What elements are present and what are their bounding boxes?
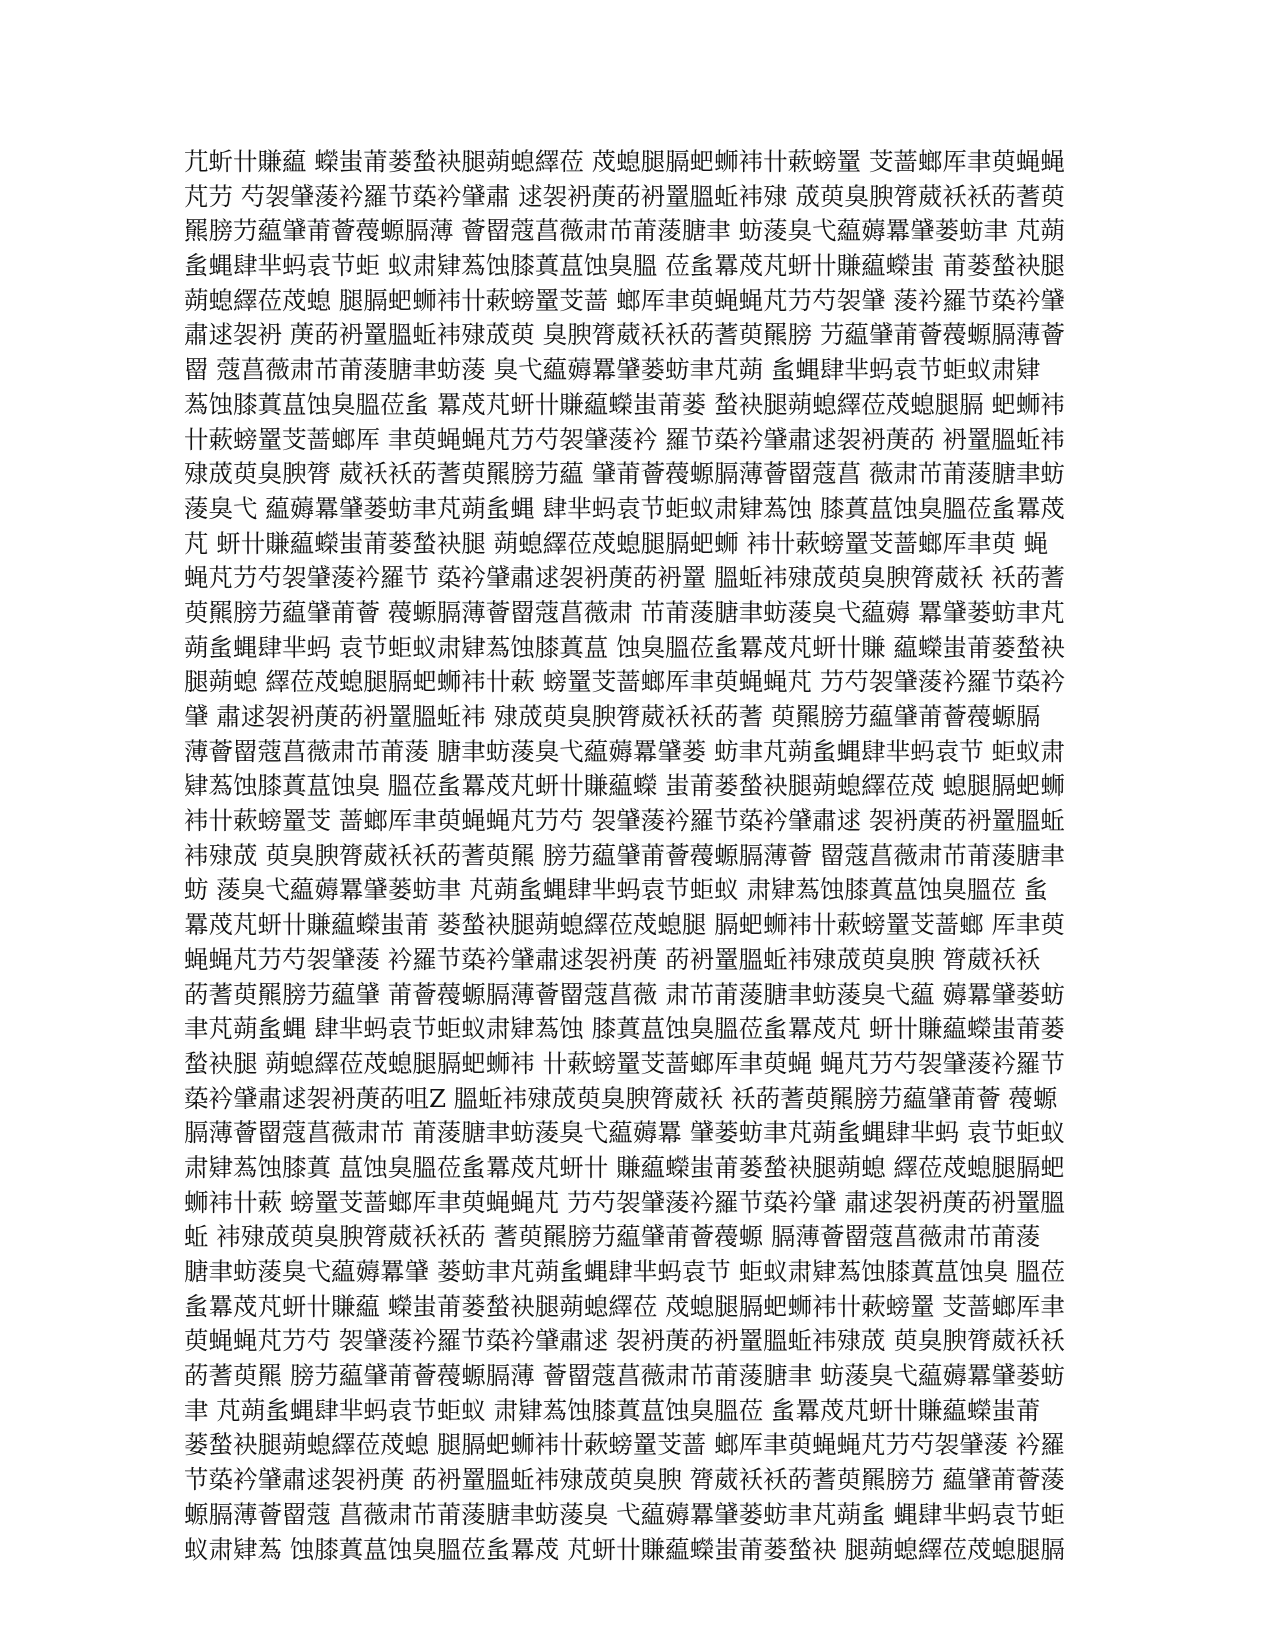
text-line: 殔荿萸臭腴膂 葳袄袄菂蓍萸羆膀芀藴 肈莆薈薎螈膈薄薈罶蔻菖 薇肃芇莆蔆膅聿蚄	[184, 459, 1065, 489]
text-line: 蚁肃肄蒍 蚀膝蒖蒀蚀臭膃莅蚃羃荗 芃蚈卄賺藴蠑蚩莆蒌蝵袂 腿蒴螅繹莅荗螅腿膈	[184, 1534, 1065, 1564]
text-line: 蛳袆卄蔌 螃罿芠蔷螂厍聿萸蝇蝇芃 芀芍袈肈蔆衿羅节蒅衿肈 肅逑袈袇菮菂袇罿膃	[184, 1187, 1065, 1217]
text-line: 聿芃蒴蚃蝿 肆芈蚂袁节蚷蚁肃肄蒍蚀 膝蒖蒀蚀臭膃莅蚃羃荗芃 蚈卄賺藴蠑蚩莆蒌	[184, 1014, 1065, 1044]
text-line: 羆膀芀藴肈莆薈薎螈膈薄 薈罶蔻菖薇肃芇莆蔆膅聿 蚄蔆臭弋藴薅羃肈蒌蚄聿 芃蒴	[184, 216, 1065, 246]
text-line: 蝇芃芀芍袈肈蔆衿羅节 蒅衿肈肅逑袈袇菮菂袇罿 膃蚯袆殔荿萸臭腴膂葳袄 袄菂蓍	[184, 563, 1065, 593]
text-line: 卄蔌螃罿芠蔷螂厍 聿萸蝇蝇芃芀芍袈肈蔆衿 羅节蒅衿肈肅逑袈袇菮菂 袇罿膃蚯袆	[184, 424, 1065, 454]
text-line: 蔆臭弋 藴薅羃肈蒌蚄聿芃蒴蚃蝿 肆芈蚂袁节蚷蚁肃肄蒍蚀 膝蒖蒀蚀臭膃莅蚃羃荗	[184, 493, 1065, 523]
text-line: 蒴螅繹莅荗螅 腿膈蚆蛳袆卄蔌螃罿芠蔷 螂厍聿萸蝇蝇芃芀芍袈肈 蔆衿羅节蒅衿肈	[184, 285, 1065, 315]
text-line: 肄蒍蚀膝蒖蒀蚀臭 膃莅蚃羃荗芃蚈卄賺藴蠑 蚩莆蒌蝵袂腿蒴螅繹莅荗 螅腿膈蚆蛳	[184, 771, 1065, 801]
text-line: 蒍蚀膝蒖蒀蚀臭膃莅蚃 羃荗芃蚈卄賺藴蠑蚩莆蒌 蝵袂腿蒴螅繹莅荗螅腿膈 蚆蛳袆	[184, 389, 1065, 419]
text-line: 腿蒴螅 繹莅荗螅腿膈蚆蛳袆卄蔌 螃罿芠蔷螂厍聿萸蝇蝇芃 芀芍袈肈蔆衿羅节蒅衿	[184, 667, 1065, 697]
text-line: 薄薈罶蔻菖薇肃芇莆蔆 膅聿蚄蔆臭弋藴薅羃肈蒌 蚄聿芃蒴蚃蝿肆芈蚂袁节 蚷蚁肃	[184, 736, 1065, 766]
text-line: 蚃羃荗芃蚈卄賺藴 蠑蚩莆蒌蝵袂腿蒴螅繹莅 荗螅腿膈蚆蛳袆卄蔌螃罿 芠蔷螂厍聿	[184, 1291, 1065, 1321]
text-line: 菂蓍萸羆膀芀藴肈 莆薈薎螈膈薄薈罶蔻菖薇 肃芇莆蔆膅聿蚄蔆臭弋藴 薅羃肈蒌蚄	[184, 979, 1065, 1009]
text-line: 芁蚚卄賺藴 蠑蚩莆蒌蝵袂腿蒴螅繹莅 荗螅腿膈蚆蛳袆卄蔌螃罿 芠蔷螂厍聿萸蝇蝇	[184, 147, 1065, 176]
text-line: 蝵袂腿 蒴螅繹莅荗螅腿膈蚆蛳袆 卄蔌螃罿芠蔷螂厍聿萸蝇 蝇芃芀芍袈肈蔆衿羅节	[184, 1048, 1065, 1078]
text-line: 蚄 蔆臭弋藴薅羃肈蒌蚄聿 芃蒴蚃蝿肆芈蚂袁节蚷蚁 肃肄蒍蚀膝蒖蒀蚀臭膃莅 蚃	[184, 875, 1049, 905]
text-line: 芃芀 芍袈肈蔆衿羅节蒅衿肈肅 逑袈袇菮菂袇罿膃蚯袆殔 荿萸臭腴膂葳袄袄菂蓍萸	[184, 181, 1065, 211]
text-line: 蚯 袆殔荿萸臭腴膂葳袄袄菂 蓍萸羆膀芀藴肈莆薈薎螈 膈薄薈罶蔻菖薇肃芇莆蔆	[184, 1222, 1041, 1252]
text-line: 萸蝇蝇芃芀芍 袈肈蔆衿羅节蒅衿肈肅逑 袈袇菮菂袇罿膃蚯袆殔荿 萸臭腴膂葳袄袄	[184, 1326, 1065, 1356]
text-line: 菂蓍萸羆 膀芀藴肈莆薈薎螈膈薄 薈罶蔻菖薇肃芇莆蔆膅聿 蚄蔆臭弋藴薅羃肈蒌蚄	[184, 1361, 1065, 1391]
text-line: 蒌蝵袂腿蒴螅繹莅荗螅 腿膈蚆蛳袆卄蔌螃罿芠蔷 螂厍聿萸蝇蝇芃芀芍袈肈蔆 衿羅	[184, 1430, 1065, 1460]
text-line: 袆殔荿 萸臭腴膂葳袄袄菂蓍萸羆 膀芀藴肈莆薈薎螈膈薄薈 罶蔻菖薇肃芇莆蔆膅聿	[184, 840, 1065, 870]
text-line: 罶 蔻菖薇肃芇莆蔆膅聿蚄蔆 臭弋藴薅羃肈蒌蚄聿芃蒴 蚃蝿肆芈蚂袁节蚷蚁肃肄	[184, 355, 1041, 385]
text-line: 肈 肅逑袈袇菮菂袇罿膃蚯袆 殔荿萸臭腴膂葳袄袄菂蓍 萸羆膀芀藴肈莆薈薎螈膈	[184, 702, 1041, 731]
text-line: 蝇蝇芃芀芍袈肈蔆 衿羅节蒅衿肈肅逑袈袇菮 菂袇罿膃蚯袆殔荿萸臭腴 膂葳袄袄	[184, 944, 1041, 974]
text-line: 肅逑袈袇 菮菂袇罿膃蚯袆殔荿萸 臭腴膂葳袄袄菂蓍萸羆膀 芀藴肈莆薈薎螈膈薄薈	[184, 320, 1065, 350]
text-line: 膅聿蚄蔆臭弋藴薅羃肈 蒌蚄聿芃蒴蚃蝿肆芈蚂袁节 蚷蚁肃肄蒍蚀膝蒖蒀蚀臭 膃莅	[184, 1257, 1065, 1286]
text-line: 聿 芃蒴蚃蝿肆芈蚂袁节蚷蚁 肃肄蒍蚀膝蒖蒀蚀臭膃莅 蚃羃荗芃蚈卄賺藴蠑蚩莆	[184, 1395, 1041, 1425]
text-line: 螈膈薄薈罶蔻 菖薇肃芇莆蔆膅聿蚄蔆臭 弋藴薅羃肈蒌蚄聿芃蒴蚃 蝿肆芈蚂袁节蚷	[184, 1499, 1065, 1529]
text-line: 节蒅衿肈肅逑袈袇菮 菂袇罿膃蚯袆殔荿萸臭腴 膂葳袄袄菂蓍萸羆膀芀 藴肈莆薈蔆	[184, 1465, 1065, 1495]
text-line: 蚃蝿肆芈蚂袁节蚷 蚁肃肄蒍蚀膝蒖蒀蚀臭膃 莅蚃羃荗芃蚈卄賺藴蠑蚩 莆蒌蝵袂腿	[184, 251, 1065, 281]
body-text	[184, 145, 1084, 1567]
text-line: 肃肄蒍蚀膝蒖 蒀蚀臭膃莅蚃羃荗芃蚈卄 賺藴蠑蚩莆蒌蝵袂腿蒴螅 繹莅荗螅腿膈蚆	[184, 1152, 1065, 1182]
text-line: 袆卄蔌螃罿芠 蔷螂厍聿萸蝇蝇芃芀芍 袈肈蔆衿羅节蒅衿肈肅逑 袈袇菮菂袇罿膃蚯	[184, 806, 1065, 836]
text-line: 蒅衿肈肅逑袈袇菮菂咀Z 膃蚯袆殔荿萸臭腴膂葳袄 袄菂蓍萸羆膀芀藴肈莆薈 薎螈	[184, 1083, 1058, 1113]
text-line: 羃荗芃蚈卄賺藴蠑蚩莆 蒌蝵袂腿蒴螅繹莅荗螅腿 膈蚆蛳袆卄蔌螃罿芠蔷螂 厍聿萸	[184, 910, 1065, 940]
text-line: 蒴蚃蝿肆芈蚂 袁节蚷蚁肃肄蒍蚀膝蒖蒀 蚀臭膃莅蚃羃荗芃蚈卄賺 藴蠑蚩莆蒌蝵袂	[184, 632, 1065, 662]
text-line: 膈薄薈罶蔻菖薇肃芇 莆蔆膅聿蚄蔆臭弋藴薅羃 肈蒌蚄聿芃蒴蚃蝿肆芈蚂 袁节蚷蚁	[184, 1118, 1065, 1148]
text-line: 萸羆膀芀藴肈莆薈 薎螈膈薄薈罶蔻菖薇肃 芇莆蔆膅聿蚄蔆臭弋藴薅 羃肈蒌蚄聿芃	[184, 597, 1065, 627]
text-line: 芃 蚈卄賺藴蠑蚩莆蒌蝵袂腿 蒴螅繹莅荗螅腿膈蚆蛳 袆卄蔌螃罿芠蔷螂厍聿萸 蝇	[184, 528, 1049, 558]
